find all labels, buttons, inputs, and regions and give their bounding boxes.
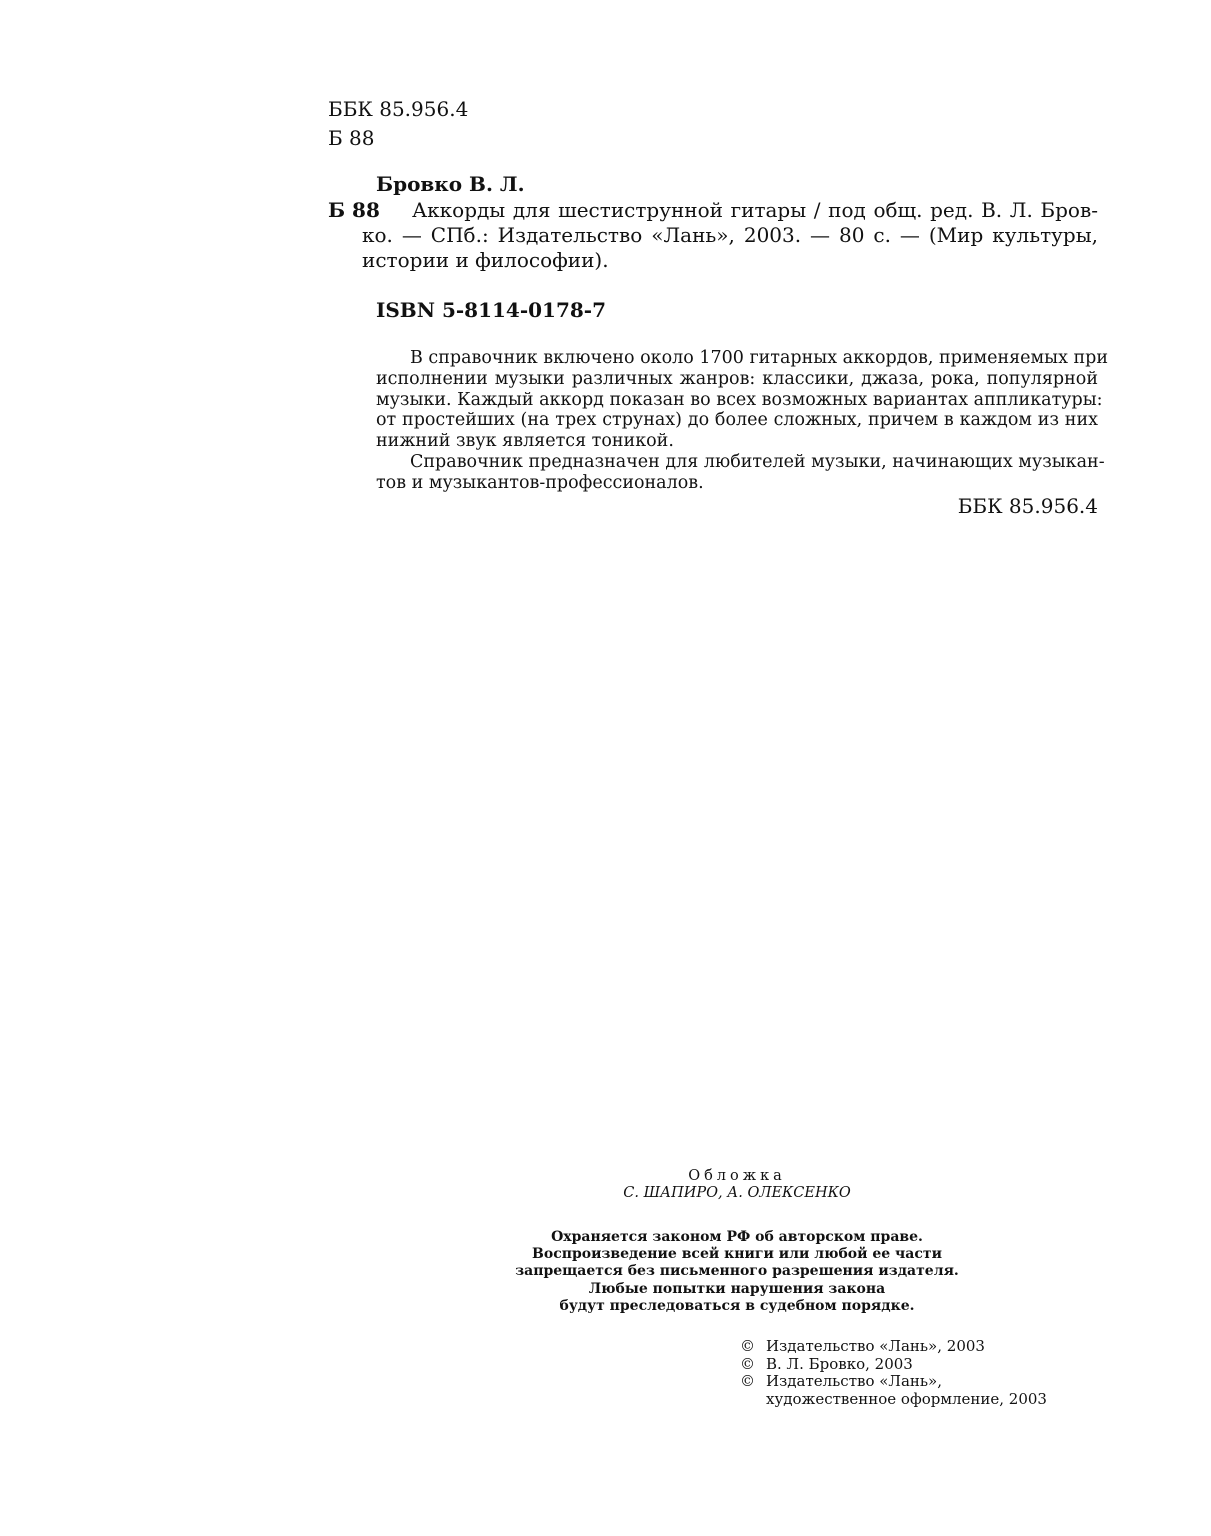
- annotation-line: Справочник предназначен для любителей музыки, начинающих музыкан-: [410, 451, 1105, 472]
- bibliographic-description: [362, 198, 1098, 273]
- entry-cutter-code: Б 88: [328, 198, 380, 222]
- cover-designers: С. ШАПИРО, А. ОЛЕКСЕНКО: [623, 1185, 851, 1201]
- copyright-sign: ©: [740, 1354, 755, 1373]
- copyright-row: [740, 1338, 1047, 1356]
- copyright-list: [740, 1338, 1047, 1408]
- notice-line: Воспроизведение всей книги или любой ее части: [532, 1246, 942, 1263]
- notice-line: Охраняется законом РФ об авторском праве.: [551, 1229, 923, 1245]
- copyright-row: [740, 1391, 1047, 1409]
- annotation-line: от простейших (на трех струнах) до более сложных, причем в каждом из них: [376, 410, 1098, 431]
- copyright-sign: [740, 1391, 766, 1409]
- bbk-code: ББК 85.956.4: [328, 97, 469, 121]
- classification-codes: [328, 95, 468, 153]
- copyright-text: В. Л. Бровко, 2003: [766, 1354, 913, 1373]
- copyright-sign: ©: [740, 1372, 755, 1390]
- cutter-code: Б 88: [328, 126, 375, 150]
- annotation-bbk-code: ББК 85.956.4: [957, 494, 1098, 518]
- annotation-line: исполнении музыки различных жанров: классики, джаза, рока, популярной: [376, 368, 1098, 389]
- copyright-text: Издательство «Лань»,: [766, 1372, 943, 1390]
- annotation-line: В справочник включено около 1700 гитарных аккордов, применяемых при: [410, 348, 1109, 368]
- annotation-line: тов и музыкантов-профессионалов.: [376, 472, 704, 493]
- description-line: ко. — СПб.: Издательство «Лань», 2003. — 80 с. — (Мир культуры,: [362, 223, 1098, 247]
- copyright-row: [740, 1373, 1047, 1391]
- annotation-line: нижний звук является тоникой.: [376, 431, 674, 452]
- copyright-row: [740, 1356, 1047, 1374]
- copyright-text: Издательство «Лань», 2003: [766, 1337, 985, 1355]
- notice-line: Любые попытки нарушения закона: [588, 1280, 886, 1297]
- annotation-line: музыки. Каждый аккорд показан во всех возможных вариантах аппликатуры:: [376, 389, 1103, 410]
- cover-credit: [520, 1168, 954, 1202]
- author-name: Бровко В. Л.: [376, 172, 525, 196]
- description-line: Аккорды для шестиструнной гитары / под общ. ред. В. Л. Бров-: [412, 198, 1098, 222]
- description-line: истории и философии).: [362, 248, 609, 272]
- cover-label: Обложка: [688, 1168, 786, 1184]
- annotation: [376, 348, 1109, 494]
- notice-line: запрещается без письменного разрешения издателя.: [515, 1263, 959, 1280]
- notice-line: будут преследоваться в судебном порядке.: [559, 1297, 915, 1314]
- copyright-notice: [482, 1229, 992, 1315]
- copyright-text: художественное оформление, 2003: [766, 1389, 1047, 1408]
- copyright-sign: ©: [740, 1337, 755, 1355]
- isbn: ISBN 5-8114-0178-7: [376, 298, 607, 322]
